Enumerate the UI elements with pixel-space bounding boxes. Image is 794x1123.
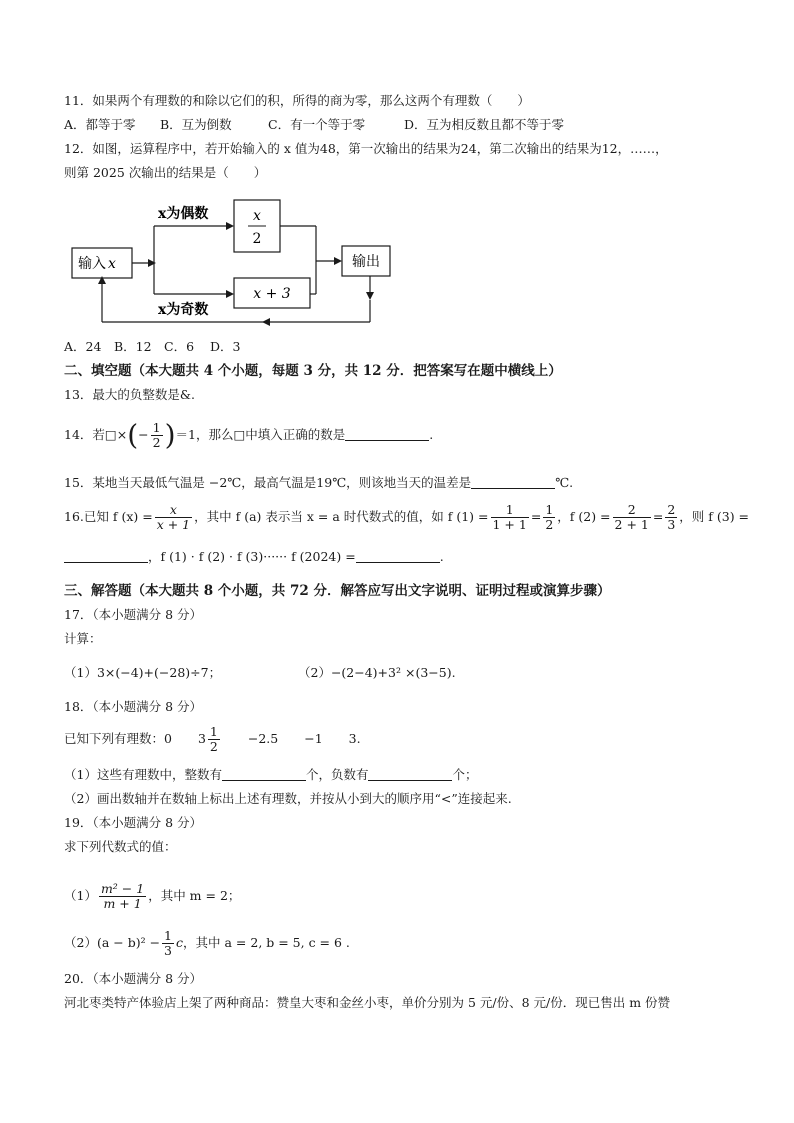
q14-fraction-num: 1 xyxy=(152,420,161,435)
q16-fx-num: x xyxy=(169,502,177,517)
flow-even-op-numerator: x xyxy=(253,208,261,224)
q18-num-3: 3. xyxy=(348,731,361,746)
q12-stem-line1: 12．如图，运算程序中，若开始输入的 x 值为48，第一次输出的结果为24，第二次输出的结果为12，……， xyxy=(64,141,668,156)
q11-stem: 11．如果两个有理数的和除以它们的积，所得的商为零，那么这两个有理数（ ） xyxy=(64,93,530,108)
q14-right-paren: ) xyxy=(164,418,176,452)
q18-part1 xyxy=(64,766,478,784)
q11-option-a: A．都等于零 xyxy=(64,117,136,132)
q16-product-blank[interactable] xyxy=(356,548,440,563)
q15-line xyxy=(64,474,573,492)
q12-flowchart xyxy=(64,196,404,336)
q12-option-b: B．12 xyxy=(114,339,152,354)
q15-text: 15．某地当天最低气温是 −2℃，最高气温是19℃，则该地当天的温差是 xyxy=(64,475,472,490)
q18-title: 18．（本小题满分 8 分） xyxy=(64,699,203,714)
q19-part1 xyxy=(64,876,240,916)
q14-suffix: ＝1，那么□中填入正确的数是 xyxy=(175,427,346,442)
q12-stem-line2: 则第 2025 次输出的结果是（ ） xyxy=(64,165,267,180)
q14-answer-blank[interactable] xyxy=(345,426,429,441)
q16-f3-blank[interactable] xyxy=(64,548,148,563)
q18-integer-count-blank[interactable] xyxy=(222,766,306,781)
q14-fraction-den: 2 xyxy=(152,435,161,450)
q19-title: 19．（本小题满分 8 分） xyxy=(64,815,203,830)
q20-title: 20．（本小题满分 8 分） xyxy=(64,971,203,986)
section2-heading: 二、填空题（本大题共 4 个小题，每题 3 分，共 12 分．把答案写在题中横线上） xyxy=(64,363,562,379)
q20-line1: 河北枣类特产体验店上架了两种商品：赞皇大枣和金丝小枣，单价分别为 5 元/份、8 元/份．现已售出 m 份赞 xyxy=(64,995,671,1010)
q16-line2-mid: ，f (1) · f (2) · f (3)······ f (2024) = xyxy=(148,549,356,564)
q18-mixed-fraction xyxy=(208,725,220,754)
q14-minus: − xyxy=(138,427,149,442)
q12-option-c: C．6 xyxy=(164,339,195,354)
q18-mixed-den: 2 xyxy=(209,739,218,754)
q16-part4: ，则 f (3) = xyxy=(679,509,750,524)
flow-input-label: 输入 x xyxy=(78,256,116,272)
q16-e1-fraction xyxy=(491,503,529,532)
q12-option-d: D．3 xyxy=(210,339,241,354)
q16-fx-den: x + 1 xyxy=(156,517,191,532)
q19-part1-label: （1） xyxy=(64,888,97,903)
q13-text: 13．最大的负整数是&. xyxy=(64,387,196,402)
q19-part1-num: m² − 1 xyxy=(100,881,145,896)
q18-num-neg-1: −1 xyxy=(304,731,323,746)
q11-option-d: D．互为相反数且都不等于零 xyxy=(404,117,565,132)
q14-left-paren: ( xyxy=(127,418,139,452)
q16-e2b-den: 3 xyxy=(667,517,676,532)
q16-e1b-num: 1 xyxy=(545,502,554,517)
q19-part2-c: c xyxy=(176,935,184,950)
q16-part2: ，其中 f (a) 表示当 x = a 时代数式的值，如 f (1) = xyxy=(194,509,489,524)
q17-title: 17．（本小题满分 8 分） xyxy=(64,607,203,622)
q18-part1-a: （1）这些有理数中，整数有 xyxy=(64,767,222,782)
q18-intro: 已知下列有理数：0 xyxy=(64,731,172,746)
q16-e1b-fraction xyxy=(543,503,555,532)
flow-even-label: x为偶数 xyxy=(158,206,209,222)
q16-eq2: = xyxy=(652,509,664,524)
q16-e1b-den: 2 xyxy=(545,517,554,532)
q14-end: . xyxy=(429,427,434,442)
q12-options xyxy=(64,338,240,356)
q19-part1-den: m + 1 xyxy=(99,896,146,911)
q19-part1-cond: ，其中 m = 2； xyxy=(148,888,241,903)
q18-num-neg-2-5: −2.5 xyxy=(247,731,279,746)
q15-end: ℃. xyxy=(555,475,574,490)
flow-output-label: 输出 xyxy=(352,254,380,270)
q15-answer-blank[interactable] xyxy=(471,474,555,489)
q16-e2b-num: 2 xyxy=(667,502,676,517)
q16-e2-fraction xyxy=(613,503,651,532)
q11-option-b: B．互为倒数 xyxy=(160,117,232,132)
q19-part2-num: 1 xyxy=(164,928,172,943)
q16-e1-num: 1 xyxy=(505,502,514,517)
q11-options xyxy=(64,116,564,134)
q14-prefix: 14．若□× xyxy=(64,427,128,442)
flow-odd-label: x为奇数 xyxy=(158,302,209,318)
q16-e2-den: 2 + 1 xyxy=(614,517,649,532)
flow-even-op-denominator: 2 xyxy=(252,231,262,247)
q16-line2-end: . xyxy=(439,549,444,564)
q11-option-c: C．有一个等于零 xyxy=(268,117,366,132)
q19-part2 xyxy=(64,926,350,960)
q16-line1 xyxy=(64,500,749,534)
q12-option-a: A．24 xyxy=(64,339,102,354)
section3-heading: 三、解答题（本大题共 8 个小题，共 72 分．解答应写出文字说明、证明过程或演算步骤） xyxy=(64,583,611,599)
q19-intro: 求下列代数式的值： xyxy=(64,839,177,854)
q18-mixed-num: 1 xyxy=(209,724,218,739)
q16-fx-fraction xyxy=(155,503,192,532)
q14-line xyxy=(64,418,433,452)
q18-mixed-whole: 3 xyxy=(197,731,206,746)
q17-part2: （2）−(2−4)+3² ×(3−5). xyxy=(298,665,456,680)
q16-e2-num: 2 xyxy=(627,502,636,517)
q16-line2 xyxy=(64,548,444,566)
q19-part1-fraction xyxy=(99,882,146,911)
q19-part2-label: （2）(a − b)² − xyxy=(64,935,161,950)
q17-intro: 计算： xyxy=(64,631,102,646)
q18-part2: （2）画出数轴并在数轴上标出上述有理数，并按从小到大的顺序用“<”连接起来. xyxy=(64,791,512,806)
q14-fraction xyxy=(151,421,163,450)
q19-part2-fraction xyxy=(162,929,174,958)
q16-part1: 16.已知 f (x) = xyxy=(64,509,153,524)
q16-eq1: = xyxy=(530,509,542,524)
q18-intro-line xyxy=(64,722,361,756)
q18-negative-count-blank[interactable] xyxy=(368,766,452,781)
q17-part1: （1）3×(−4)+(−28)÷7； xyxy=(64,665,222,680)
q16-part3: ，f (2) = xyxy=(557,509,611,524)
q19-part2-den: 3 xyxy=(164,943,172,958)
q16-e1-den: 1 + 1 xyxy=(492,517,527,532)
q18-part1-b: 个，负数有 xyxy=(305,767,369,782)
q16-e2b-fraction xyxy=(665,503,677,532)
q18-part1-c: 个； xyxy=(452,767,478,782)
q19-part2-cond: ，其中 a = 2, b = 5, c = 6 . xyxy=(183,935,350,950)
flow-odd-op: x + 3 xyxy=(253,286,291,302)
